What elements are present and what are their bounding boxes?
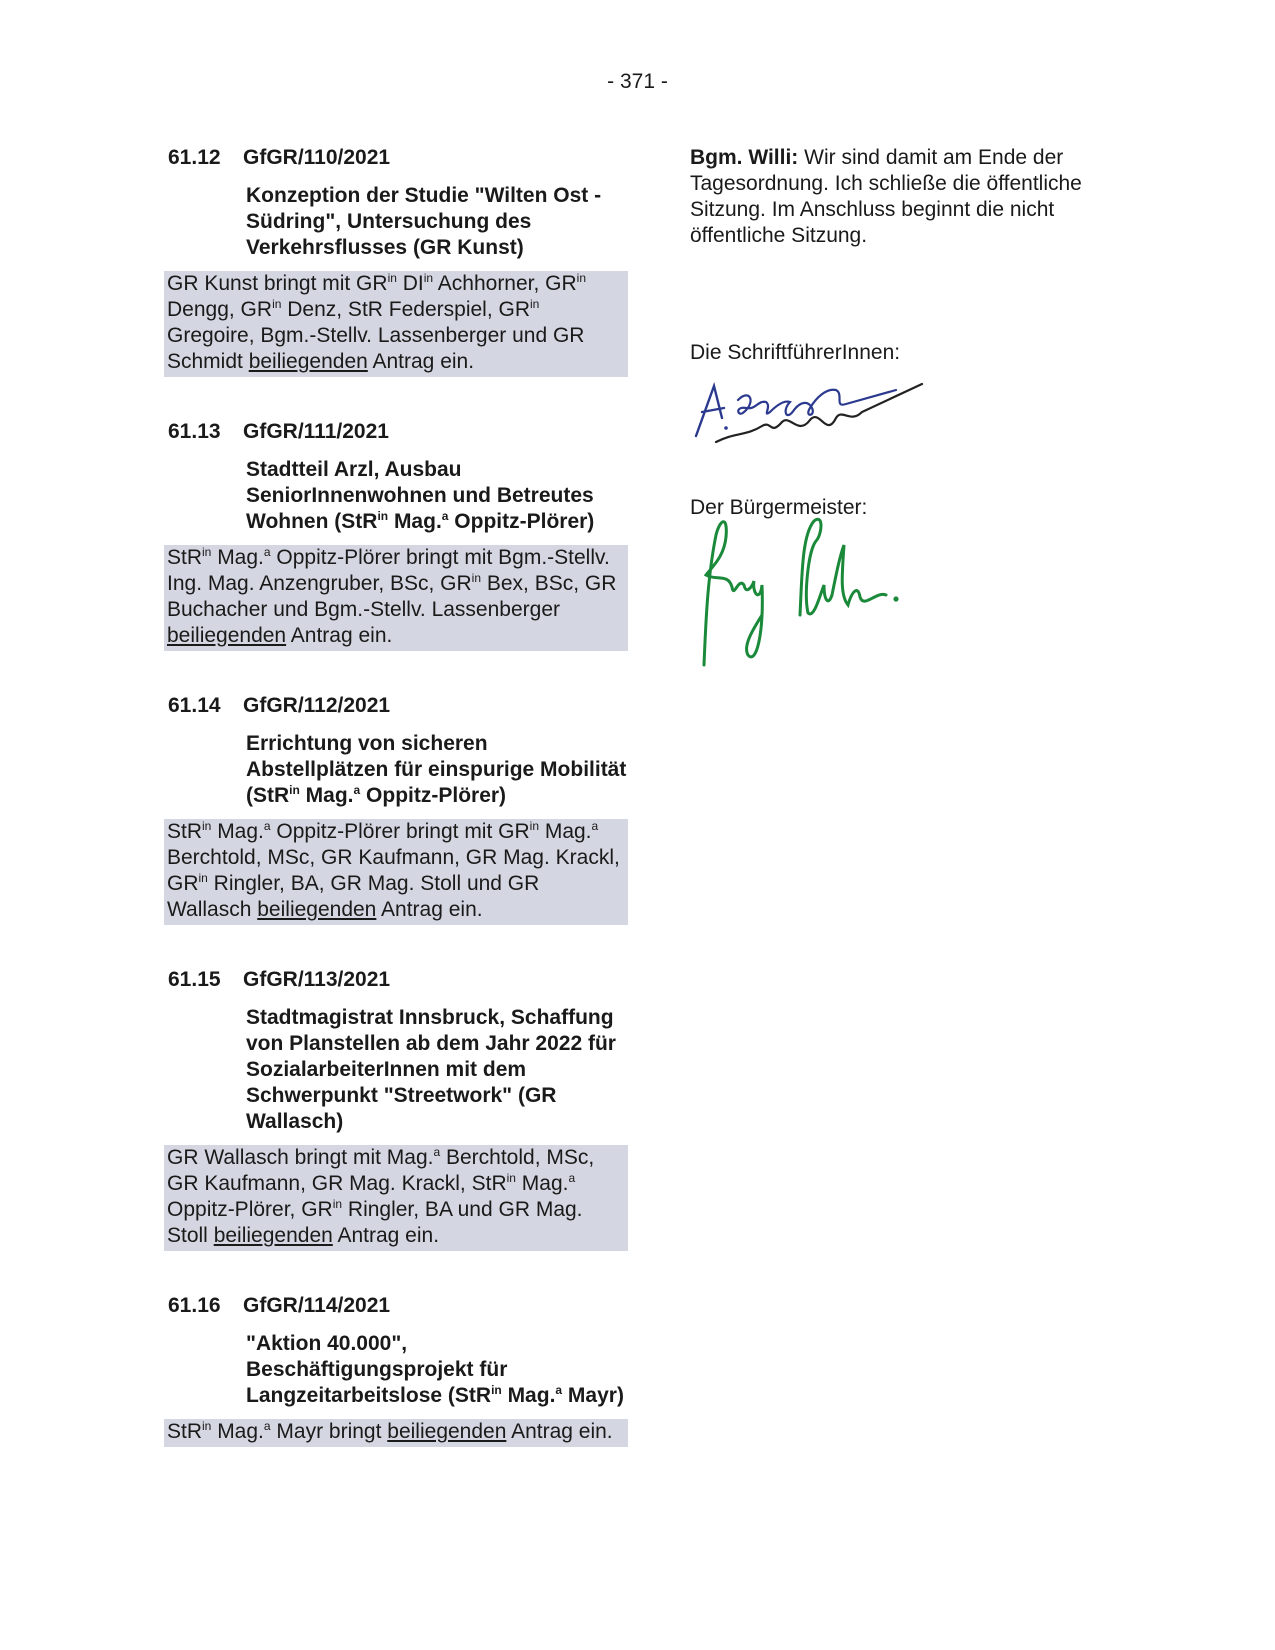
- item-title: "Aktion 40.000", Beschäftigungsprojekt für Langzeitarbeitslose (StR$^{in}$ Mag.$^a$ Mayr): [246, 1332, 624, 1407]
- item-header: [168, 145, 628, 171]
- item-number: 61.15: [168, 968, 221, 991]
- page-number: - 371 -: [607, 70, 668, 93]
- item-number: 61.12: [168, 146, 221, 169]
- agenda-item: [168, 693, 628, 925]
- item-text: StR$^{in}$ Mag.$^a$ Oppitz-Plörer bringt mit Bgm.-Stellv. Ing. Mag. Anzengruber, BSc, $GR^{in}$ Bex, BSc, GR Buchacher und Bgm.-Stellv. Lassenberger beiliegenden Antrag ein.: [164, 545, 628, 651]
- mayor-label: Der Bürgermeister:: [690, 496, 868, 519]
- closing-paragraph: [690, 145, 1140, 249]
- closing-statement: [690, 145, 1140, 249]
- item-text: GR Wallasch bringt mit Mag.$^a$ Berchtold, MSc, GR Kaufmann, GR Mag. Krackl, StR$^{in}$ Mag.$^a$ Oppitz-Plörer, $GR^{in}$ Ringler, BA und GR Mag. Stoll beiliegenden Antrag ein.: [164, 1145, 628, 1251]
- item-number: 61.16: [168, 1294, 221, 1317]
- secretaries-signature: [686, 378, 926, 448]
- item-text: StR$^{in}$ Mag.$^a$ Oppitz-Plörer bringt mit $GR^{in}$ Mag.$^a$ Berchtold, MSc, GR Kaufmann, GR Mag. Krackl, $GR^{in}$ Ringler, BA, GR Mag. Stoll und GR Wallasch beiliegenden Antrag ein.: [164, 819, 628, 925]
- item-title: Stadtmagistrat Innsbruck, Schaffung von Planstellen ab dem Jahr 2022 für SozialarbeiterInnen mit dem Schwerpunkt "Streetwork" (GR Wallasch): [246, 1006, 616, 1133]
- agenda-item: [168, 419, 628, 651]
- item-text: GR Kunst bringt mit $GR^{in}$ $DI^{in}$ Achhorner, $GR^{in}$ Dengg, $GR^{in}$ Denz, StR Federspiel, $GR^{in}$ Gregoire, Bgm.-Stellv. Lassenberger und GR Schmidt beiliegenden Antrag ein.: [164, 271, 628, 377]
- item-title: Konzeption der Studie "Wilten Ost - Südring", Untersuchung des Verkehrsflusses (GR Kunst): [246, 184, 602, 259]
- item-title: Stadtteil Arzl, Ausbau SeniorInnenwohnen und Betreutes Wohnen (StR$^{in}$ Mag.$^a$ Oppitz-Plörer): [246, 458, 595, 533]
- secretaries-label: Die SchriftführerInnen:: [690, 341, 901, 364]
- item-header: [168, 1293, 628, 1319]
- item-text: StR$^{in}$ Mag.$^a$ Mayr bringt beiliegenden Antrag ein.: [164, 1419, 628, 1447]
- speaker-name: Bgm. Willi:: [690, 146, 799, 169]
- item-header: [168, 419, 628, 445]
- closing-text: Wir sind damit am Ende der Tagesordnung. Ich schließe die öffentliche Sitzung. Im Anschluss beginnt die nicht öffentliche Sitzung.: [690, 146, 1082, 247]
- item-reference: GfGR/110/2021: [243, 146, 391, 169]
- item-number: 61.13: [168, 420, 221, 443]
- agenda-items: [168, 145, 628, 1489]
- item-header: [168, 967, 628, 993]
- item-reference: GfGR/111/2021: [243, 420, 389, 443]
- item-reference: GfGR/114/2021: [243, 1294, 391, 1317]
- item-title: Errichtung von sicheren Abstellplätzen für einspurige Mobilität (StR$^{in}$ Mag.$^a$ Oppitz-Plörer): [246, 732, 627, 807]
- item-reference: GfGR/113/2021: [243, 968, 391, 991]
- agenda-item: [168, 967, 628, 1251]
- item-number: 61.14: [168, 694, 221, 717]
- agenda-item: [168, 145, 628, 377]
- agenda-item: [168, 1293, 628, 1447]
- mayor-signature: [690, 515, 920, 675]
- item-reference: GfGR/112/2021: [243, 694, 391, 717]
- item-header: [168, 693, 628, 719]
